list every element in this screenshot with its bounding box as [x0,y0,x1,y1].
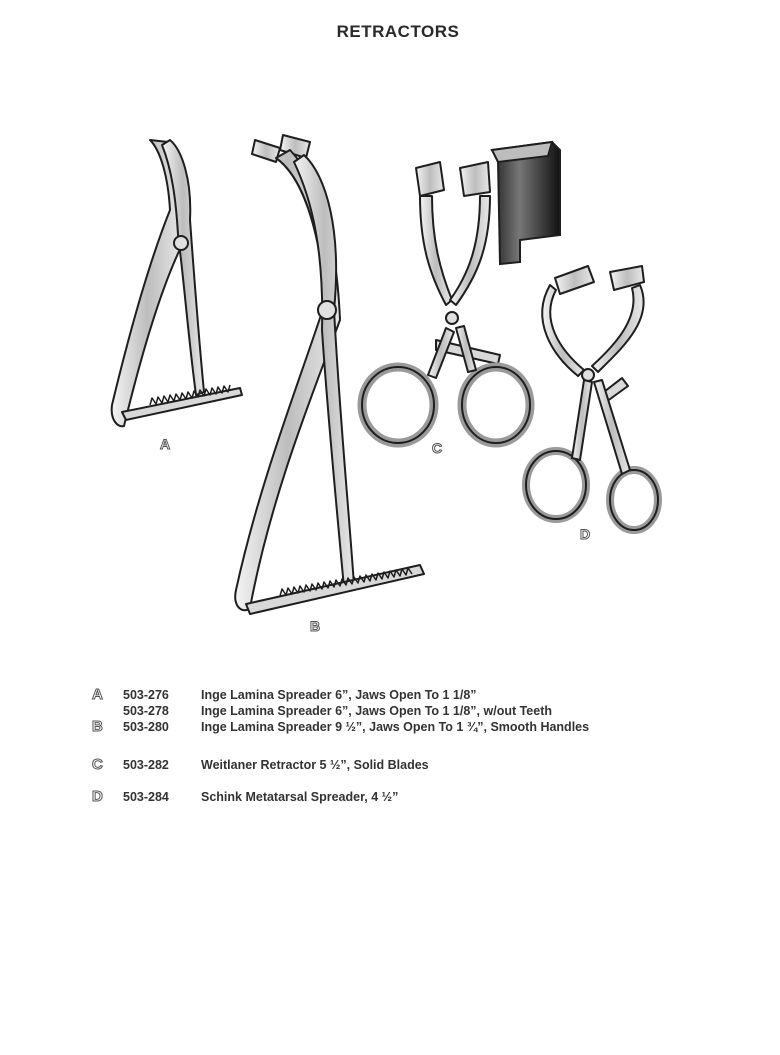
catalog-row [0,790,780,808]
catalog-code: 503-276 [123,688,169,702]
catalog-description: Weitlaner Retractor 5 ½”, Solid Blades [201,758,429,772]
catalog-letter: A [92,686,103,703]
catalog-letter: B [92,718,103,735]
figure-label-b: B [310,618,321,634]
lamina-spreader-small-illustration [112,140,242,426]
catalog-code: 503-282 [123,758,169,772]
figure-label-c: C [432,440,443,456]
catalog-code: 503-280 [123,720,169,734]
catalog-row [0,758,780,776]
catalog-description: Inge Lamina Spreader 6”, Jaws Open To 1 1/8” [201,688,477,702]
catalog-row [0,720,780,738]
catalog-description: Inge Lamina Spreader 9 ½”, Jaws Open To 1 ¾”, Smooth Handles [201,720,590,734]
catalog-code: 503-284 [123,790,169,804]
page-title: RETRACTORS [336,22,460,41]
metatarsal-spreader-illustration [526,266,658,530]
lamina-spreader-large-illustration [235,135,424,614]
figure-label-a: A [160,436,171,452]
catalog-letter: D [92,788,103,805]
catalog-description: Inge Lamina Spreader 6”, Jaws Open To 1 1/8”, w/out Teeth [201,704,553,718]
solid-blade-detail-illustration [492,142,560,264]
catalog-letter: C [92,756,103,773]
catalog-description: Schink Metatarsal Spreader, 4 ½” [201,790,399,804]
figure-label-d: D [580,526,591,542]
catalog-code: 503-278 [123,704,169,718]
